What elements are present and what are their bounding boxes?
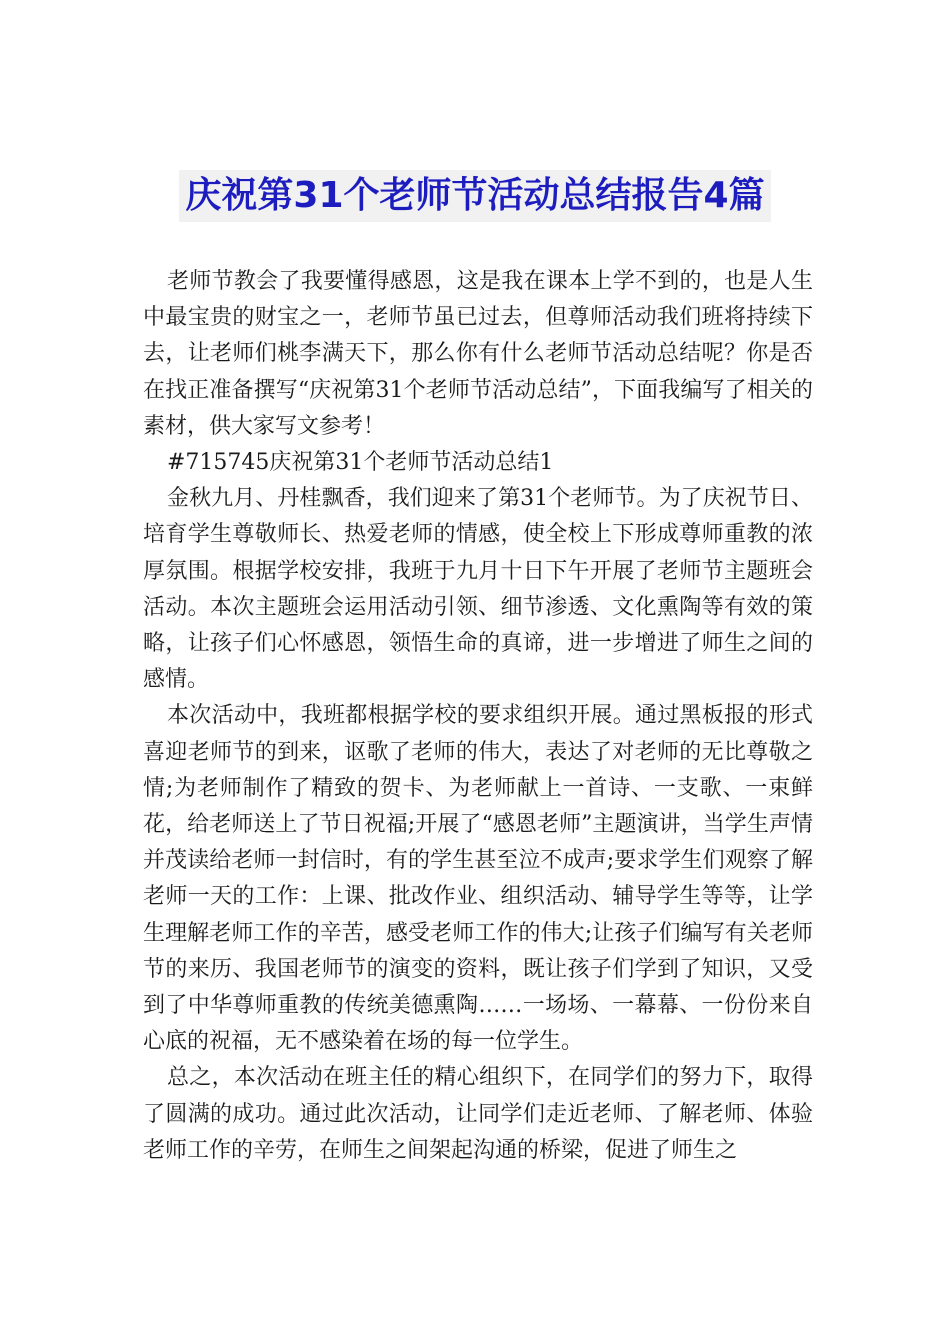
body-paragraph: 本次活动中，我班都根据学校的要求组织开展。通过黑板报的形式喜迎老师节的到来，讴歌了老师的伟大，表达了对老师的无比尊敬之情;为老师制作了精致的贺卡、为老师献上一首诗、一支歌、一束鲜花，给老师送上了节日祝福;开展了“感恩老师”主题演讲，当学生声情并茂读给老师一封信时，有的学生甚至泣不成声;要求学生们观察了解老师一天的工作：上课、批改作业、组织活动、辅导学生等等，让学生理解老师工作的辛苦，感受老师工作的伟大;让孩子们编写有关老师节的来历、我国老师节的演变的资料，既让孩子们学到了知识，又受到了中华尊师重教的传统美德熏陶……一场场、一幕幕、一份份来自心底的祝福，无不感染着在场的每一位学生。 bbox=[143, 703, 813, 1055]
section-heading: #715745庆祝第31个老师节活动总结1 bbox=[167, 450, 554, 476]
intro-paragraph: 老师节教会了我要懂得感恩，这是我在课本上学不到的，也是人生中最宝贵的财宝之一，老师节虽已过去，但尊师活动我们班将持续下去，让老师们桃李满天下，那么你有什么老师节活动总结呢？你是否在找正准备撰写“庆祝第31个老师节活动总结”，下面我编写了相关的素材，供大家写文参考！ bbox=[143, 269, 813, 439]
body-paragraph: 金秋九月、丹桂飘香，我们迎来了第31个老师节。为了庆祝节日、培育学生尊敬师长、热爱老师的情感，使全校上下形成尊师重教的浓厚氛围。根据学校安排，我班于九月十日下午开展了老师节主题班会活动。本次主题班会运用活动引领、细节渗透、文化熏陶等有效的策略，让孩子们心怀感恩，领悟生命的真谛，进一步增进了师生之间的感情。 bbox=[143, 486, 813, 693]
body-paragraph: 总之，本次活动在班主任的精心组织下，在同学们的努力下，取得了圆满的成功。通过此次活动，让同学们走近老师、了解老师、体验老师工作的辛劳，在师生之间架起沟通的桥梁，促进了师生之 bbox=[143, 1065, 813, 1163]
title-container bbox=[0, 170, 950, 222]
document-title: 庆祝第31个老师节活动总结报告4篇 bbox=[179, 170, 770, 222]
document-body bbox=[143, 264, 813, 1169]
